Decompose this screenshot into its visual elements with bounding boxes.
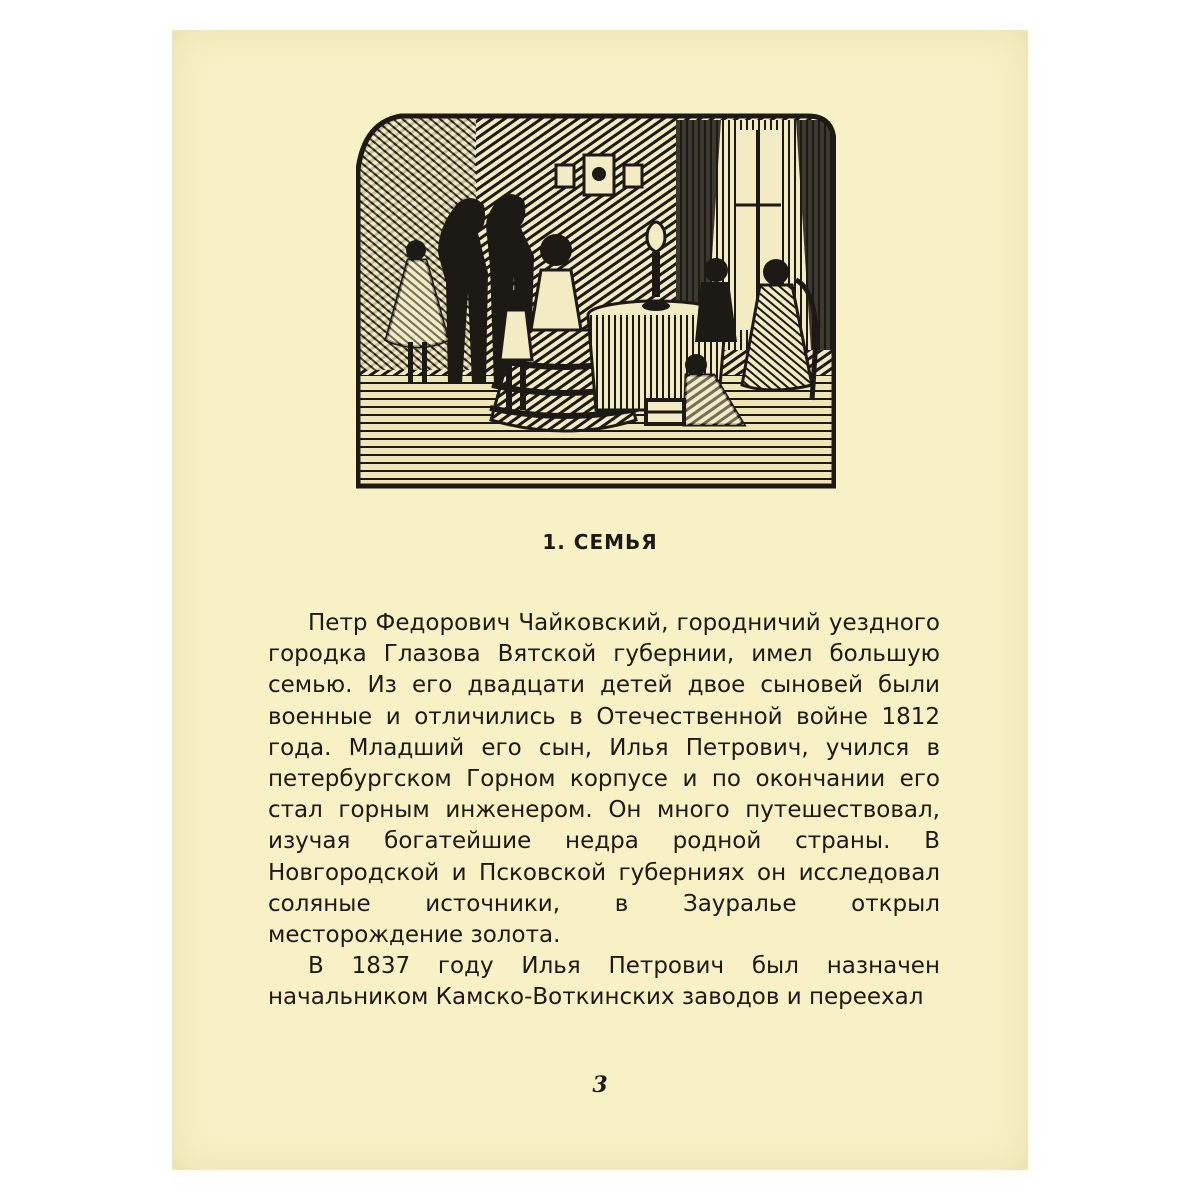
page-number: 3 xyxy=(592,1072,608,1098)
paragraph: Петр Федорович Чайковский, городничий уездного городка Глазова Вятской губернии, имел большую семью. Из его двадцати детей двое сыновей были военные и отличились в Отечественной войне 1812 года. Младший его сын, Илья Петрович, учился в петербургском Горном корпусе и по окончании его стал горным инженером. Он много путешествовал, изучая богатейшие недра родной страны. В Новгородской и Псковской губерниях он исследовал соляные источники, в Зауралье открыл месторождение золота. xyxy=(268,610,940,949)
paragraph: В 1837 году Илья Петрович был назначен начальником Камско-Воткинских заводов и переехал xyxy=(268,953,940,1011)
chapter-title: 1. СЕМЬЯ xyxy=(542,530,658,554)
book-page xyxy=(172,30,1028,1170)
engraving-illustration xyxy=(356,110,836,490)
body-text xyxy=(268,608,940,1014)
